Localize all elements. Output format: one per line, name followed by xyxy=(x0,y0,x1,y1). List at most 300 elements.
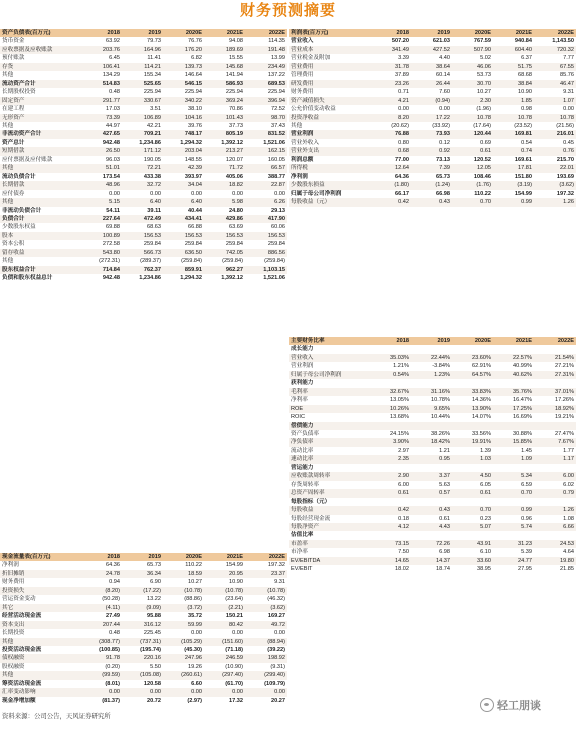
cell-value: 110.22 xyxy=(474,190,491,197)
cell-value: (272.31) xyxy=(99,258,120,265)
cell-value: 13.90% xyxy=(452,405,493,413)
cell-value: 10.78% xyxy=(431,397,450,404)
cell-value: 110.22 xyxy=(185,562,202,569)
cell-value: 73.39 xyxy=(82,114,122,122)
wechat-icon xyxy=(480,698,494,712)
cell-value: 171.12 xyxy=(122,147,163,155)
cell-value: 169.61 xyxy=(514,156,532,163)
table-row xyxy=(289,430,576,438)
cell-value: 805.19 xyxy=(204,130,245,138)
cell-value: 525.65 xyxy=(122,80,163,88)
table-row xyxy=(289,114,576,122)
table-row xyxy=(289,464,576,472)
cell-value: 154.99 xyxy=(514,190,532,197)
cell-value: 17.81 xyxy=(493,164,534,172)
cell-value: (105.08) xyxy=(122,671,163,679)
cell-value: 155.34 xyxy=(143,72,161,79)
cell-value: (46.32) xyxy=(267,596,285,603)
cell-value: 10.78 xyxy=(493,114,534,122)
cell-value: 215.70 xyxy=(556,156,574,163)
row-label: 投资净收益 xyxy=(289,114,371,122)
cell-value: 26.50 xyxy=(82,147,122,155)
cell-value: 54.11 xyxy=(106,207,120,214)
cell-value: 709.21 xyxy=(122,130,163,138)
column-header: 2020E xyxy=(163,29,204,37)
cell-value: 0.61 xyxy=(371,489,411,497)
cell-value: 19.91% xyxy=(452,438,493,446)
table-title: 资产负债表(百万元) xyxy=(0,29,82,37)
cell-value: (99.59) xyxy=(82,671,122,679)
cell-value: 33.60 xyxy=(452,557,493,565)
cell-value: 73.13 xyxy=(436,156,450,163)
cell-value: (195.74) xyxy=(140,646,161,653)
table-title: 现金流量表(百万元) xyxy=(0,553,82,561)
cell-value: (260.61) xyxy=(163,671,204,679)
cell-value: 604.40 xyxy=(493,46,534,54)
cell-value: 22.57% xyxy=(493,354,534,362)
cell-value: 77.00 xyxy=(395,156,409,163)
cell-value xyxy=(534,498,576,506)
cell-value: 23.60% xyxy=(452,354,493,362)
cell-value: 5.34 xyxy=(493,472,534,480)
cell-value: 16.47% xyxy=(513,397,532,404)
cell-value: (259.84) xyxy=(181,258,202,265)
table-row xyxy=(289,147,576,155)
cell-value xyxy=(411,379,452,387)
cell-value: 433.38 xyxy=(143,173,161,180)
cell-value: 67.55 xyxy=(534,63,576,71)
cell-value: 63.69 xyxy=(229,224,243,231)
cell-value: 1.07 xyxy=(534,97,576,105)
cell-value: (23.52) xyxy=(514,122,532,129)
row-label: 营业利润 xyxy=(291,363,314,370)
column-header: 2019 xyxy=(122,553,163,561)
cell-value xyxy=(411,531,452,539)
cell-value: 3.51 xyxy=(150,106,161,113)
cell-value: 12.64 xyxy=(371,164,411,172)
cell-value: 3.39 xyxy=(398,55,409,62)
cell-value xyxy=(411,464,452,472)
cell-value: (10.78) xyxy=(163,587,204,595)
cell-value: -3.84% xyxy=(432,363,450,370)
cell-value: 748.17 xyxy=(163,130,204,138)
cell-value: 6.37 xyxy=(521,55,532,62)
row-label: 负债合计 xyxy=(0,215,82,223)
cell-value: 1.21% xyxy=(393,363,409,370)
cell-value: 886.56 xyxy=(245,249,287,257)
cell-value: 6.00 xyxy=(534,472,576,480)
cell-value: 316.12 xyxy=(122,621,163,629)
cell-value xyxy=(534,345,576,353)
table-row xyxy=(289,489,576,497)
cell-value: 0.61 xyxy=(439,515,450,522)
cell-value: 31.78 xyxy=(371,63,411,71)
table-row xyxy=(289,54,576,62)
cell-value: 51.75 xyxy=(493,63,534,71)
row-label: 长期股权投资 xyxy=(2,89,36,96)
watermark xyxy=(480,697,572,713)
row-label: 负债和股东权益总计 xyxy=(2,275,53,282)
column-header: 2020E xyxy=(452,29,493,37)
cell-value: 7.67% xyxy=(534,438,576,446)
row-label: 营业外支出 xyxy=(289,147,371,155)
cell-value: 17.26% xyxy=(555,397,574,404)
row-label: 流动负债合计 xyxy=(2,173,36,180)
cell-value: 18.42% xyxy=(411,438,452,446)
cell-value: 18.92% xyxy=(534,405,576,413)
cell-value: (8.01) xyxy=(105,680,120,687)
cell-value: 417.90 xyxy=(245,215,287,223)
table-row xyxy=(0,570,287,578)
cell-value: 0.18 xyxy=(398,515,409,522)
cell-value: (3.62) xyxy=(245,604,287,612)
cell-value: 5.39 xyxy=(521,549,532,556)
cell-value: 60.14 xyxy=(436,72,450,79)
cell-value: 340.22 xyxy=(163,97,204,105)
cell-value xyxy=(371,422,411,430)
cell-value: 7.39 xyxy=(411,164,452,172)
cell-value: 0.54% xyxy=(371,371,411,379)
cell-value: 0.45 xyxy=(563,139,574,146)
row-label: 毛利率 xyxy=(289,388,371,396)
cell-value: 38.84 xyxy=(493,80,534,88)
cell-value: 148.55 xyxy=(184,156,202,163)
cell-value: 156.53 xyxy=(245,232,287,240)
row-label: 净利润 xyxy=(291,173,308,180)
table-row xyxy=(289,422,576,430)
cell-value: 369.24 xyxy=(204,97,245,105)
table-row xyxy=(0,63,287,71)
cell-value: 40.44 xyxy=(188,207,202,214)
row-label: 汇率变动影响 xyxy=(0,688,82,696)
cell-value: 18.74 xyxy=(436,566,450,573)
table-row xyxy=(289,396,576,404)
row-label: 其他 xyxy=(0,164,82,172)
cell-value: 120.58 xyxy=(143,680,161,687)
cell-value: 0.99 xyxy=(493,506,534,514)
cell-value xyxy=(452,498,493,506)
cell-value: 1.26 xyxy=(534,198,576,206)
cell-value: 859.91 xyxy=(163,266,204,274)
row-label: 营业费用 xyxy=(289,63,371,71)
table-row xyxy=(289,472,576,480)
row-label: 资产负债率 xyxy=(291,430,319,437)
table-row xyxy=(0,274,287,282)
cell-value: 586.93 xyxy=(204,80,245,88)
cell-value: 156.53 xyxy=(204,232,245,240)
cell-value: 5.07 xyxy=(452,523,493,531)
table-row xyxy=(0,663,287,671)
cell-value: 6.45 xyxy=(109,55,120,62)
table-row xyxy=(0,147,287,155)
row-label: 营业税金及附加 xyxy=(291,55,331,62)
cell-value: (10.78) xyxy=(204,587,245,595)
cell-value: 40.62% xyxy=(493,371,534,379)
cell-value: 32.67% xyxy=(371,388,411,396)
cell-value: 23.37 xyxy=(245,570,287,578)
cell-value: 19.80 xyxy=(534,557,576,565)
table-row xyxy=(289,388,576,396)
row-label: 应付债券 xyxy=(2,190,25,197)
cell-value: 70.86 xyxy=(229,106,243,113)
cell-value: (88.86) xyxy=(184,596,202,603)
cell-value: 39.11 xyxy=(147,207,161,214)
row-label: 资产总计 xyxy=(2,139,25,146)
column-header: 2020E xyxy=(452,337,493,345)
column-header: 2022E xyxy=(245,29,287,37)
cell-value: 106.89 xyxy=(122,114,163,122)
cell-value: 8.20 xyxy=(371,114,411,122)
cell-value: 106.41 xyxy=(82,63,122,71)
cell-value: (9.31) xyxy=(270,663,285,670)
row-label: 市盈率 xyxy=(289,540,371,548)
row-label: 预付账款 xyxy=(2,55,25,62)
table-row xyxy=(289,130,576,138)
cell-value: 6.60 xyxy=(191,680,202,687)
cell-value xyxy=(534,379,576,387)
cell-value: 95.88 xyxy=(147,613,161,620)
column-header: 2021E xyxy=(493,29,534,37)
cell-value: 0.74 xyxy=(493,147,534,155)
cell-value: 225.94 xyxy=(184,89,202,96)
cell-value: 0.70 xyxy=(452,506,493,514)
cell-value: 0.99 xyxy=(493,198,534,206)
table-row xyxy=(289,37,576,45)
cell-value: 1,294.32 xyxy=(180,275,202,282)
cell-value: 10.90 xyxy=(229,579,243,586)
cell-value: (3.62) xyxy=(534,181,576,189)
table-row xyxy=(0,697,287,705)
cell-value: (100.85) xyxy=(99,646,120,653)
cell-value xyxy=(452,379,493,387)
table-row xyxy=(289,173,576,181)
cell-value: 48.96 xyxy=(82,181,122,189)
cell-value: 156.53 xyxy=(163,232,204,240)
cell-value: 72.52 xyxy=(271,106,285,113)
column-header: 2022E xyxy=(534,29,576,37)
cell-value: (10.90) xyxy=(225,663,243,670)
table-row xyxy=(289,481,576,489)
cell-value: 0.00 xyxy=(274,630,285,637)
cell-value: (737.31) xyxy=(122,638,163,646)
cell-value: 139.73 xyxy=(163,63,204,71)
cell-value: 1.09 xyxy=(493,455,534,463)
cell-value: 0.00 xyxy=(191,190,202,197)
page-title: 财务预测摘要 xyxy=(239,2,336,19)
table-row xyxy=(289,413,576,421)
cell-value: 108.46 xyxy=(473,173,491,180)
cell-value: 689.53 xyxy=(245,80,287,88)
cell-value xyxy=(493,379,534,387)
row-label: 非流动资产合计 xyxy=(0,130,82,138)
cell-value: 405.06 xyxy=(225,173,243,180)
row-label: 股本 xyxy=(0,232,82,240)
cell-value: 330.67 xyxy=(122,97,163,105)
table-row xyxy=(0,173,287,181)
table-row xyxy=(289,88,576,96)
cell-value: 9.31 xyxy=(563,89,574,96)
table-row xyxy=(0,561,287,569)
table-row xyxy=(0,240,287,248)
cell-value: 37.89 xyxy=(395,72,409,79)
row-label: 存货周转率 xyxy=(291,481,319,488)
cell-value: 150.21 xyxy=(225,613,243,620)
cell-value: 767.59 xyxy=(473,38,491,45)
cell-value: 27.21% xyxy=(555,363,574,370)
table-row xyxy=(289,46,576,54)
cell-value: 0.00 xyxy=(232,190,243,197)
cell-value: 0.68 xyxy=(371,147,411,155)
cell-value: 0.00 xyxy=(109,190,120,197)
table-row xyxy=(0,114,287,122)
row-label: 短期借款 xyxy=(0,147,82,155)
table-row xyxy=(289,498,576,506)
cell-value: 1.85 xyxy=(493,97,534,105)
cell-value xyxy=(534,464,576,472)
table-row xyxy=(0,130,287,138)
source-note: 资料来源：公司公告，天风证券研究所 xyxy=(2,713,111,720)
table-header-row xyxy=(289,337,576,345)
cell-value xyxy=(493,345,534,353)
cell-value: 20.27 xyxy=(271,697,285,704)
cell-value: 0.48 xyxy=(109,630,120,637)
cell-value: 37.73 xyxy=(229,122,243,129)
cell-value: (299.40) xyxy=(245,671,287,679)
cell-value: 64.57% xyxy=(452,371,493,379)
table-row xyxy=(0,88,287,96)
cell-value: (105.29) xyxy=(163,638,204,646)
row-label: 营业外收入 xyxy=(291,139,319,146)
cell-value: 23.26 xyxy=(371,80,411,88)
cell-value: 6.90 xyxy=(150,579,161,586)
row-label: 固定资产 xyxy=(0,97,82,105)
cell-value: 73.15 xyxy=(371,540,411,548)
table-row xyxy=(289,405,576,413)
cell-value: 38.10 xyxy=(188,106,202,113)
row-label: 每股指标（元） xyxy=(291,498,331,505)
cell-value: 247.96 xyxy=(163,654,204,662)
cell-value: 0.00 xyxy=(274,190,285,197)
cell-value: 66.98 xyxy=(436,190,450,197)
cell-value: 1,392.12 xyxy=(221,275,243,282)
cell-value: 427.52 xyxy=(411,46,452,54)
cell-value: 10.27 xyxy=(477,89,491,96)
cell-value: (23.64) xyxy=(225,596,243,603)
cell-value: 636.50 xyxy=(163,249,204,257)
table-row xyxy=(0,156,287,164)
row-label: 少数股东权益 xyxy=(2,224,36,231)
cell-value: 2.35 xyxy=(371,455,411,463)
cell-value: 225.94 xyxy=(267,89,285,96)
cell-value: 7.77 xyxy=(563,55,574,62)
row-label: 长期投资 xyxy=(2,630,25,637)
cell-value: 40.99% xyxy=(513,363,532,370)
row-label: 资本公积 xyxy=(2,241,25,248)
table-row xyxy=(289,557,576,565)
cell-value: 134.29 xyxy=(102,72,120,79)
cell-value: 24.80 xyxy=(229,207,243,214)
table-row xyxy=(0,671,287,679)
cell-value: 259.84 xyxy=(143,241,161,248)
row-label: 营业收入 xyxy=(291,38,314,45)
cell-value: 69.88 xyxy=(106,224,120,231)
cell-value: 71.72 xyxy=(204,164,245,172)
table-row xyxy=(0,629,287,637)
cell-value: 6.66 xyxy=(534,523,576,531)
cell-value: (61.70) xyxy=(225,680,243,687)
cell-value: 0.98 xyxy=(521,106,532,113)
cell-value: 4.64 xyxy=(563,549,574,556)
row-label: 投资活动现金流 xyxy=(2,646,42,653)
cell-value: 21.54% xyxy=(534,354,576,362)
cell-value xyxy=(493,422,534,430)
cell-value: 104.16 xyxy=(163,114,204,122)
cell-value xyxy=(371,379,411,387)
row-label: 研发费用 xyxy=(289,80,371,88)
table-row xyxy=(289,540,576,548)
cell-value: 18.59 xyxy=(163,570,204,578)
cell-value: 49.72 xyxy=(245,621,287,629)
cell-value: 272.58 xyxy=(102,241,120,248)
table-header-row xyxy=(0,29,287,37)
table-row xyxy=(0,97,287,105)
cell-value: 63.92 xyxy=(106,38,120,45)
table-row xyxy=(289,80,576,88)
cell-value: 51.01 xyxy=(82,164,122,172)
cell-value: 98.70 xyxy=(245,114,287,122)
cell-value xyxy=(371,498,411,506)
row-label: 营运能力 xyxy=(291,464,314,471)
row-label: ROIC xyxy=(291,414,305,421)
cash-flow-table xyxy=(0,553,287,705)
cell-value: 0.95 xyxy=(411,455,452,463)
cell-value: 27.31% xyxy=(534,371,576,379)
row-label: 总资产周转率 xyxy=(289,489,371,497)
cell-value: 0.00 xyxy=(563,106,574,113)
cell-value: 53.73 xyxy=(477,72,491,79)
cell-value: 507.20 xyxy=(391,38,409,45)
table-row xyxy=(0,46,287,54)
row-label: 流动资产合计 xyxy=(0,80,82,88)
row-label: 应收票据及应收账款 xyxy=(0,46,82,54)
cell-value: 393.97 xyxy=(184,173,202,180)
cell-value: (3.72) xyxy=(163,604,204,612)
row-label: 其他 xyxy=(0,638,82,646)
table-row xyxy=(0,249,287,257)
cell-value: 66.17 xyxy=(395,190,409,197)
cell-value: 79.73 xyxy=(147,38,161,45)
cell-value: 62.91% xyxy=(472,363,491,370)
cell-value: 30.88% xyxy=(513,430,532,437)
financial-ratios-table xyxy=(289,337,576,574)
cell-value: 259.84 xyxy=(267,241,285,248)
cell-value: 156.53 xyxy=(122,232,163,240)
cell-value: (3.19) xyxy=(493,181,534,189)
cell-value: 940.84 xyxy=(514,38,532,45)
cell-value: 76.76 xyxy=(188,38,202,45)
cell-value: (21.56) xyxy=(556,122,574,129)
column-header: 2022E xyxy=(245,553,287,561)
row-label: 速动比率 xyxy=(289,455,371,463)
cell-value: (17.22) xyxy=(122,587,163,595)
cell-value: 72.21 xyxy=(122,164,163,172)
row-label: 财务费用 xyxy=(2,579,25,586)
cell-value xyxy=(534,422,576,430)
table-row xyxy=(289,156,576,164)
cell-value: 434.41 xyxy=(163,215,204,223)
cell-value xyxy=(411,345,452,353)
cell-value: 0.48 xyxy=(109,89,120,96)
